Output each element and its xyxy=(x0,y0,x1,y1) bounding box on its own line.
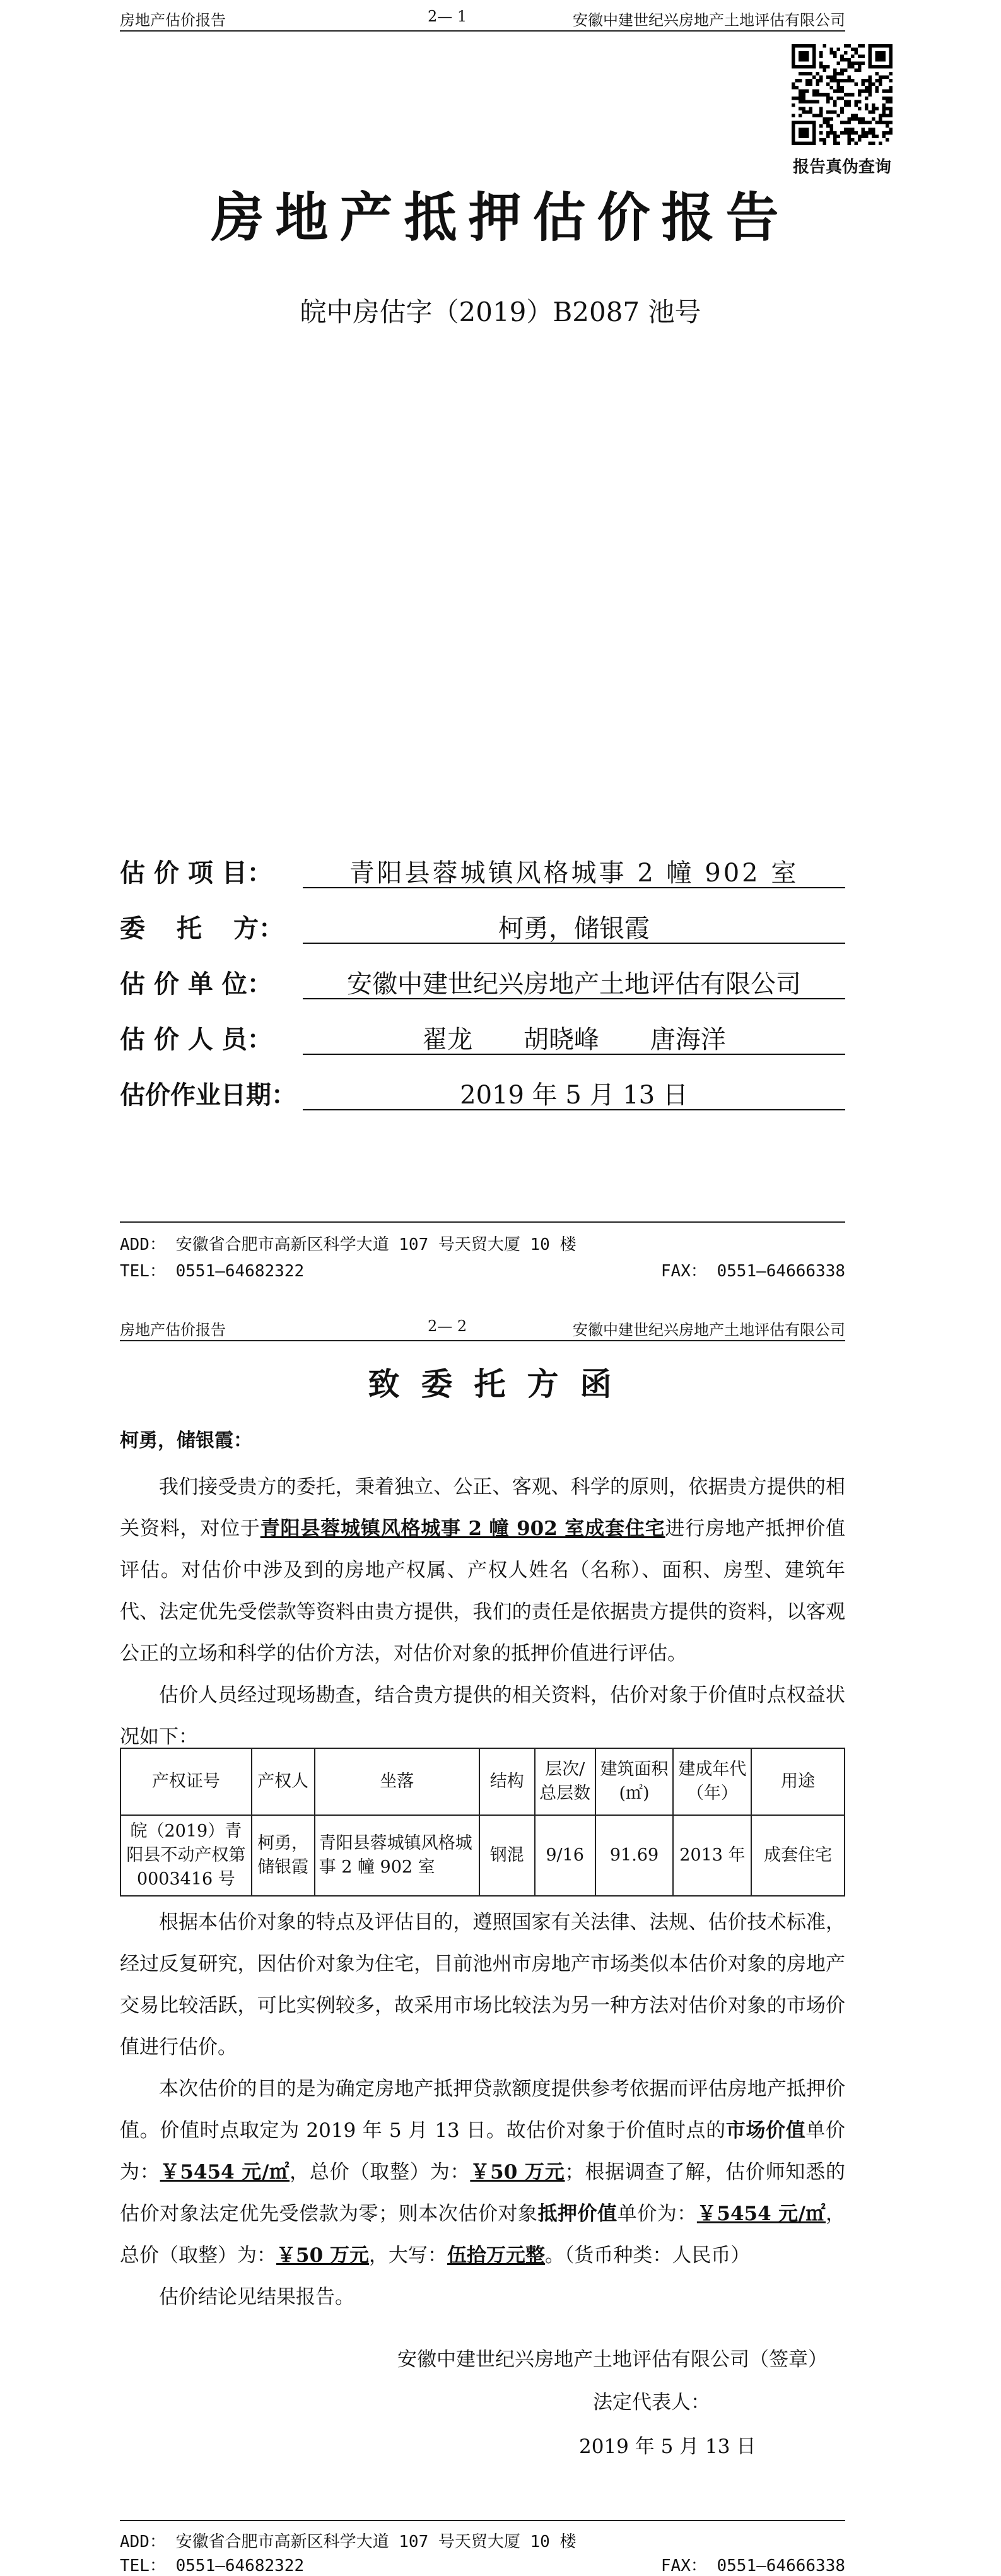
header-company: 安徽中建世纪兴房地产土地评估有限公司 xyxy=(573,11,845,29)
appraisers-value xyxy=(303,1020,845,1055)
page-header xyxy=(120,8,845,32)
header-page-number: 2— 2 xyxy=(428,1317,467,1335)
table-header-cell: 建筑面积(㎡) xyxy=(595,1748,674,1815)
footer-tel: TEL： 0551—64682322 xyxy=(120,1262,305,1281)
project-value: 青阳县蓉城镇风格城事 2 幢 902 室 xyxy=(303,853,845,888)
letter-salutation: 柯勇，储银霞： xyxy=(120,1430,252,1452)
table-cell: 成套住宅 xyxy=(751,1815,845,1896)
project-label: 估 价 项 目： xyxy=(120,858,272,888)
footer-address: ADD： 安徽省合肥市高新区科学大道 107 号天贸大厦 10 楼 xyxy=(120,1235,577,1254)
client-label: 委 托 方： xyxy=(120,914,284,943)
signature-company: 安徽中建世纪兴房地产土地评估有限公司（签章） xyxy=(397,2348,828,2371)
table-header-cell: 建成年代（年） xyxy=(673,1748,751,1815)
header-company: 安徽中建世纪兴房地产土地评估有限公司 xyxy=(573,1321,845,1339)
table-cell: 青阳县蓉城镇风格城事 2 幢 902 室 xyxy=(315,1815,479,1896)
property-rights-table xyxy=(120,1748,845,1897)
table-header-cell: 层次/总层数 xyxy=(535,1748,595,1815)
client-value: 柯勇，储银霞 xyxy=(303,909,845,944)
appraiser-org-value: 安徽中建世纪兴房地产土地评估有限公司 xyxy=(303,964,845,999)
page-header xyxy=(120,1317,845,1341)
table-header-cell: 用途 xyxy=(751,1748,845,1815)
report-title: 房地产抵押估价报告 xyxy=(211,186,790,249)
paragraph-inspection: 估价人员经过现场勘查，结合贵方提供的相关资料，估价对象于价值时点权益状况如下： xyxy=(120,1684,845,1748)
appraisers-label: 估 价 人 员： xyxy=(120,1025,272,1054)
document-number: 皖中房估字（2019）B2087 池号 xyxy=(300,297,701,327)
mortgage-unit-price: ￥5454 元/㎡ xyxy=(696,2203,826,2225)
market-unit-price: ￥5454 元/㎡ xyxy=(160,2161,290,2184)
amount-in-words: 伍拾万元整 xyxy=(447,2244,545,2267)
table-header-cell: 产权人 xyxy=(252,1748,315,1815)
appraiser-name: 胡晓峰 xyxy=(524,1025,599,1054)
market-total-price: ￥50 万元 xyxy=(470,2161,565,2184)
header-report-name: 房地产估价报告 xyxy=(120,1321,226,1339)
header-page-number: 2— 1 xyxy=(428,8,467,25)
signature-representative: 法定代表人： xyxy=(593,2391,710,2414)
footer-contact xyxy=(120,2553,845,2576)
mortgage-total-price: ￥50 万元 xyxy=(276,2244,369,2267)
table-row xyxy=(120,1815,845,1896)
footer-fax: FAX： 0551—64666338 xyxy=(660,2556,845,2575)
footer-divider xyxy=(120,2520,845,2521)
table-cell: 91.69 xyxy=(595,1815,674,1896)
table-cell: 9/16 xyxy=(535,1815,595,1896)
table-cell: 皖（2019）青阳县不动产权第 0003416 号 xyxy=(120,1815,252,1896)
appraiser-name: 唐海洋 xyxy=(650,1025,726,1054)
work-date-label: 估价作业日期： xyxy=(120,1080,296,1110)
footer-address: ADD： 安徽省合肥市高新区科学大道 107 号天贸大厦 10 楼 xyxy=(120,2532,577,2551)
footer-divider xyxy=(120,1221,845,1223)
table-header-cell: 结构 xyxy=(479,1748,535,1815)
paragraph-method: 根据本估价对象的特点及评估目的，遵照国家有关法律、法规、估价技术标准，经过反复研究，因估价对象为住宅，目前池州市房地产市场类似本估价对象的房地产交易比较活跃，可比实例较多，故采用市场比较法为另一种方法对估价对象的市场价值进行估价。 xyxy=(120,1911,845,2059)
appraiser-org-label: 估 价 单 位： xyxy=(120,969,272,999)
paragraph-valuation: 本次估价的目的是为确定房地产抵押贷款额度提供参考依据而评估房地产抵押价值。价值时点取定为 2019 年 5 月 13 日。故估价对象于价值时点的市场价值单价为：￥5454 元/㎡，总价（取整）为：￥50 万元；根据调查了解，估价师知悉的估价对象法定优先受偿款为零；则本次估价对象抵押价值单价为：￥5454 元/㎡，总价（取整）为：￥50 万元，大写：伍拾万元整。（货币种类：人民币） xyxy=(120,2078,846,2267)
qr-caption: 报告真伪查询 xyxy=(792,158,891,177)
letter-body-intro xyxy=(120,1466,845,1758)
footer-contact xyxy=(120,1258,845,1281)
work-date-value: 2019 年 5 月 13 日 xyxy=(303,1075,845,1110)
table-cell: 柯勇，储银霞 xyxy=(252,1815,315,1896)
table-header-cell: 产权证号 xyxy=(120,1748,252,1815)
letter-body-conclusion xyxy=(120,1902,845,2318)
footer-tel: TEL： 0551—64682322 xyxy=(120,2556,305,2575)
header-report-name: 房地产估价报告 xyxy=(120,11,226,29)
letter-title: 致委托方函 xyxy=(368,1365,633,1403)
table-header-row xyxy=(120,1748,845,1815)
qr-code-icon[interactable] xyxy=(792,44,893,145)
signature-date: 2019 年 5 月 13 日 xyxy=(579,2435,756,2458)
property-address: 青阳县蓉城镇风格城事 2 幢 902 室成套住宅 xyxy=(260,1517,665,1540)
table-cell: 2013 年 xyxy=(673,1815,751,1896)
footer-fax: FAX： 0551—64666338 xyxy=(660,1262,845,1281)
letter-page xyxy=(0,1310,1001,2574)
paragraph-commission: 我们接受贵方的委托，秉着独立、公正、客观、科学的原则，依据贵方提供的相关资料，对位于青阳县蓉城镇风格城事 2 幢 902 室成套住宅进行房地产抵押价值评估。对估价中涉及到的房地产权属、产权人姓名（名称）、面积、房型、建筑年代、法定优先受偿款等资料由贵方提供，我们的责任是依据贵方提供的资料，以客观公正的立场和科学的估价方法，对估价对象的抵押价值进行评估。 xyxy=(120,1476,846,1665)
table-header-cell: 坐落 xyxy=(315,1748,479,1815)
paragraph-see-report: 估价结论见结果报告。 xyxy=(159,2286,354,2308)
appraiser-name: 翟龙 xyxy=(422,1025,473,1054)
table-cell: 钢混 xyxy=(479,1815,535,1896)
